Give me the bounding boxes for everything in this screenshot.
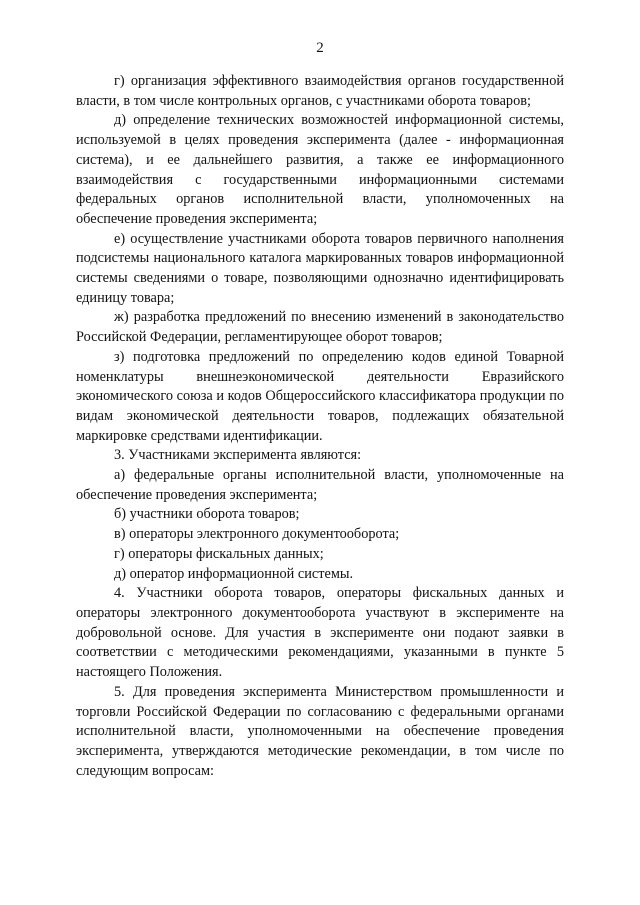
- page-number: 2: [316, 40, 324, 56]
- paragraph-d-system-operator: д) оператор информационной системы.: [114, 565, 354, 582]
- paragraph-3-participants-heading: 3. Участниками эксперимента являются:: [114, 447, 362, 464]
- paragraph-b-turnover-participants: б) участники оборота товаров;: [114, 506, 300, 523]
- paragraph-d-technical-capabilities: д) определение технических возможностей информационной системы, используемой в целях проведения эксперимента (далее - информационная система), и ее дальнейшего развития, а также ее информационного взаимодействия с государственными информационными системами федеральных органов исполнительной власти, уполномоченных на обеспечение проведения эксперимента;: [76, 112, 564, 227]
- paragraph-g-organization: г) организация эффективного взаимодействия органов государственной власти, в том числе контрольных органов, с участниками оборота товаров;: [76, 73, 564, 109]
- paragraph-z-code-proposals: з) подготовка предложений по определению кодов единой Товарной номенклатуры внешнеэкономической деятельности Евразийского экономического союза и кодов Общероссийского классификатора продукции по видам экономической деятельности товаров, подлежащих обязательной маркировке средствами идентификации.: [76, 348, 564, 444]
- paragraph-e-catalog-filling: е) осуществление участниками оборота товаров первичного наполнения подсистемы национального каталога маркированных товаров информационной системы сведениями о товаре, позволяющими однозначно идентифицировать единицу товара;: [76, 230, 564, 306]
- paragraph-v-edo-operators: в) операторы электронного документооборота;: [114, 526, 400, 543]
- paragraph-a-federal-bodies: а) федеральные органы исполнительной власти, уполномоченные на обеспечение проведения эксперимента;: [76, 467, 564, 503]
- paragraph-zh-legislation-proposals: ж) разработка предложений по внесению изменений в законодательство Российской Федерации, регламентирующее оборот товаров;: [76, 309, 564, 346]
- paragraph-5-methodical-recommendations: 5. Для проведения эксперимента Министерством промышленности и торговли Российской Федерации по согласованию с федеральными органами исполнительной власти, уполномоченными на обеспечение проведения эксперимента, утверждаются методические рекомендации, в том числе по следующим вопросам:: [76, 683, 564, 779]
- paragraph-4-voluntary-participation: 4. Участники оборота товаров, операторы фискальных данных и операторы электронного документооборота участвуют в эксперименте на добровольной основе. Для участия в эксперименте они подают заявки в соответствии с методическими рекомендациями, указанными в пункте 5 настоящего Положения.: [76, 585, 564, 681]
- document-body: [76, 72, 564, 781]
- paragraph-g-fiscal-operators: г) операторы фискальных данных;: [114, 545, 324, 562]
